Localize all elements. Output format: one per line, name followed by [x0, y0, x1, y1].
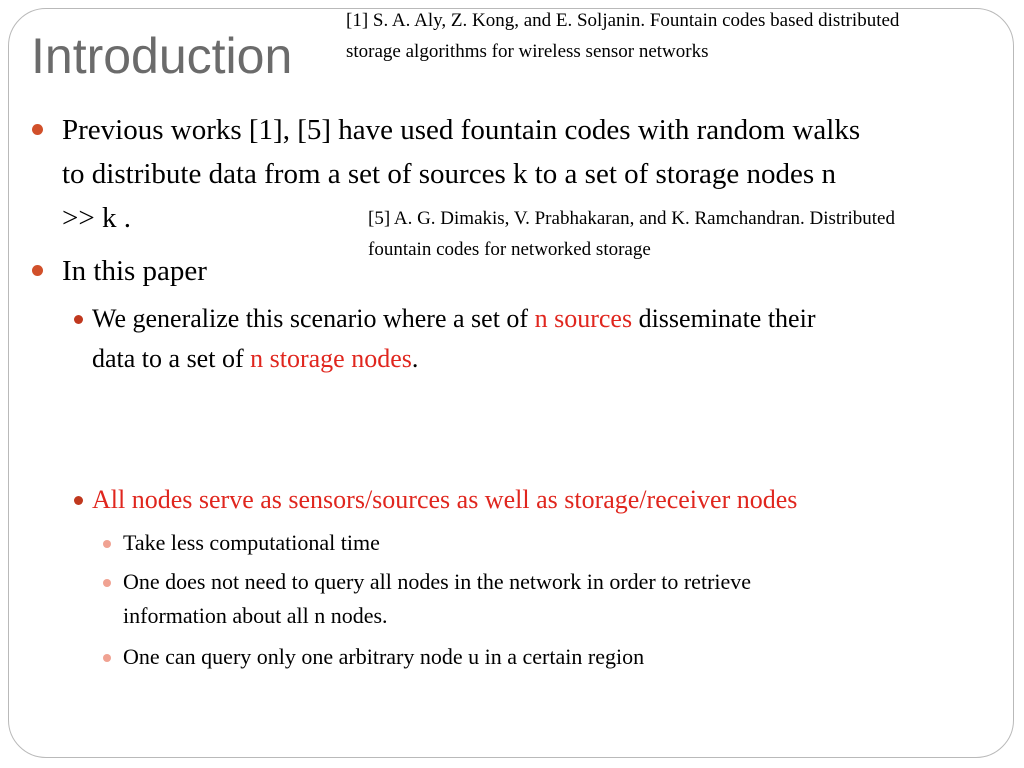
- sub-sub-bullet-icon: [103, 654, 111, 662]
- sub-sub-bullet-computational-time: Take less computational time: [123, 530, 380, 555]
- sub-sub-bullet-query-all: [123, 565, 751, 633]
- sub-sub-bullet-icon: [103, 540, 111, 548]
- reference-1: [346, 5, 1016, 67]
- bullet-in-this-paper: In this paper: [62, 255, 207, 287]
- reference-1-line-2: storage algorithms for wireless sensor networks: [346, 41, 709, 62]
- sub-sub-bullet-line: One does not need to query all nodes in the network in order to retrieve: [123, 569, 752, 594]
- sub-sub-bullet-line: information about all n nodes.: [123, 603, 388, 628]
- bullet-icon: [32, 124, 43, 135]
- bullet-line: Previous works [1], [5] have used fountain codes with random walks: [62, 114, 861, 146]
- sub-sub-bullet-query-one: One can query only one arbitrary node u in a certain region: [123, 644, 645, 669]
- bullet-icon: [32, 265, 43, 276]
- text-span: disseminate their: [632, 304, 816, 333]
- emphasis-n-sources: n sources: [534, 304, 633, 333]
- sub-bullet-all-nodes: All nodes serve as sensors/sources as well as storage/receiver nodes: [92, 485, 798, 514]
- bullet-line: >> k .: [62, 202, 131, 234]
- sub-bullet-icon: [74, 315, 83, 324]
- slide-title: Introduction: [31, 28, 293, 84]
- sub-bullet-line-2: [92, 339, 815, 379]
- emphasis-n-storage-nodes: n storage nodes: [250, 344, 412, 373]
- text-span: data to a set of: [92, 344, 251, 373]
- reference-5-line-1: [5] A. G. Dimakis, V. Prabhakaran, and K. Ramchandran. Distributed: [368, 208, 895, 229]
- bullet-line: to distribute data from a set of sources k to a set of storage nodes n: [62, 158, 836, 190]
- sub-bullet-icon: [74, 496, 83, 505]
- sub-sub-bullet-icon: [103, 579, 111, 587]
- sub-bullet-generalize: [92, 299, 815, 379]
- text-span: .: [411, 344, 419, 373]
- reference-5-line-2: fountain codes for networked storage: [368, 239, 651, 260]
- text-span: We generalize this scenario where a set of: [92, 304, 535, 333]
- reference-1-line-1: [1] S. A. Aly, Z. Kong, and E. Soljanin. Fountain codes based distributed: [346, 10, 900, 31]
- sub-bullet-line-1: [92, 299, 815, 339]
- reference-5: [368, 203, 1008, 265]
